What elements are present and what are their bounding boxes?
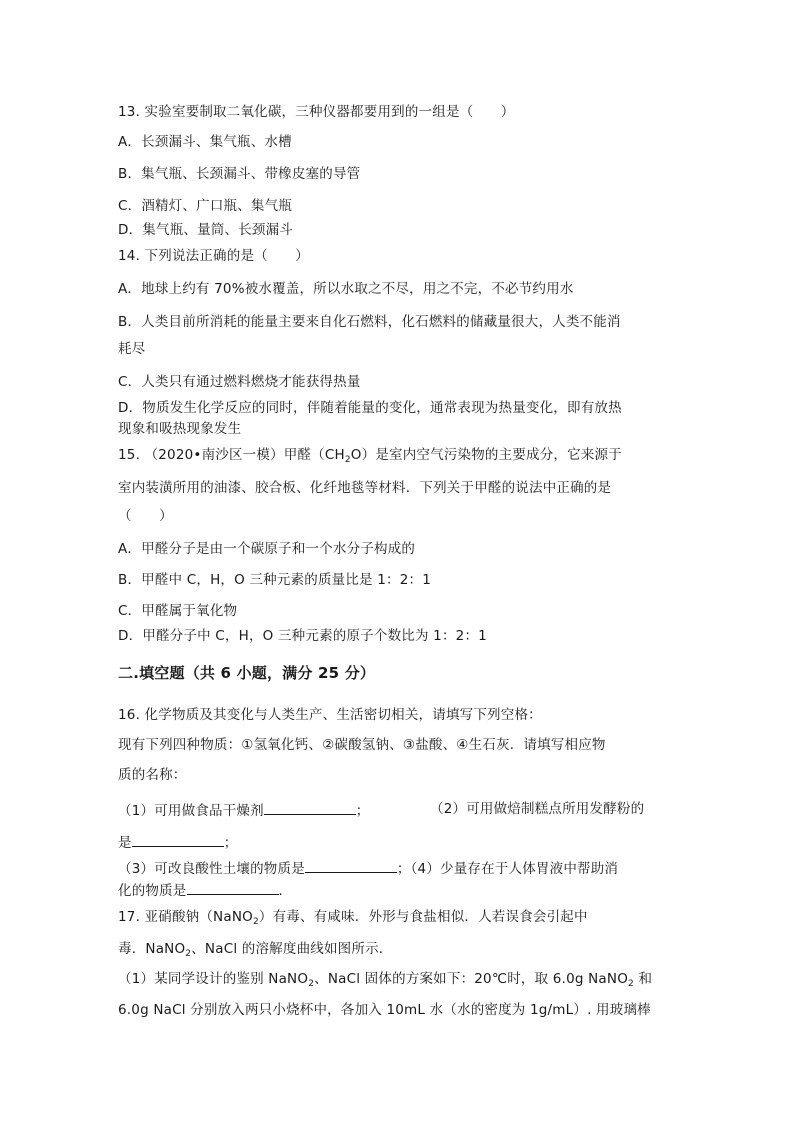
q15-option-b: B．甲醛中 C，H，O 三种元素的质量比是 1：2：1 [118,572,432,588]
q14-option-c: C．人类只有通过燃料燃烧才能获得热量 [118,374,361,390]
q17-part1-line1: （1）某同学设计的鉴别 NaNO$_2$、NaCl 固体的方案如下：20℃时，取 6.0g NaNO$_2$ 和 [118,971,653,989]
q15-stem-line2: 室内装潢所用的油漆、胶合板、化纤地毯等材料．下列关于甲醛的说法中正确的是 [118,480,612,496]
q13-option-a: A．长颈漏斗、集气瓶、水槽 [118,134,292,150]
q16-stem-line2: 现有下列四种物质：①氢氧化钙、②碳酸氢钠、③盐酸、④生石灰．请填写相应物 [118,737,606,753]
q16-stem-line3: 质的名称： [118,767,187,783]
q16-part1-label: （1）可用做食品干燥剂 [118,803,264,819]
q13-stem: 13. 实验室要制取二氧化碳，三种仪器都要用到的一组是（ ） [118,104,515,120]
q13-option-c: C．酒精灯、广口瓶、集气瓶 [118,198,293,214]
q16-answer-blank-3[interactable] [305,858,397,873]
q15-option-a: A．甲醛分子是由一个碳原子和一个水分子构成的 [118,541,416,557]
q14-option-b-line1: B．人类目前所消耗的能量主要来自化石燃料，化石燃料的储藏量很大，人类不能消 [118,314,621,330]
q16-answer-blank-4[interactable] [187,880,279,895]
q16-stem: 16. 化学物质及其变化与人类生产、生活密切相关，请填写下列空格： [118,707,542,723]
q13-option-d: D．集气瓶、量筒、长颈漏斗 [118,222,293,238]
q17-stem: 17. 亚硝酸钠（NaNO$_2$）有毒、有咸味．外形与食盐相似．人若误食会引起中 [118,909,588,927]
q16-part4-cont: 化的物质是 ． [118,880,292,900]
q16-answer-blank-2[interactable] [132,832,224,847]
q16-part2: （2）可用做焙制糕点所用发酵粉的 [430,801,645,817]
q15-stem: 15. （2020•南沙区一模）甲醛$(CH_2O)$是室内空气污染物的主要成分，它来源于 [118,447,622,465]
q16-part2-cont: 是 ； [118,832,237,852]
q17-part1-line2: 6.0g NaCl 分别放入两只小烧杯中，各加入 10mL 水（水的密度为 1g/mL）. 用玻璃棒 [118,1002,651,1018]
q14-option-d-line2: 现象和吸热现象发生 [118,421,242,437]
q17-stem-line2: 毒．NaNO$_2$、NaCl 的溶解度曲线如图所示． [118,941,393,959]
q14-option-d-line1: D．物质发生化学反应的同时，伴随着能量的变化，通常表现为热量变化，即有放热 [118,400,622,416]
q14-option-b-line2: 耗尽 [118,341,146,357]
q13-option-b: B．集气瓶、长颈漏斗、带橡皮塞的导管 [118,166,361,182]
q14-option-a: A．地球上约有 70%被水覆盖，所以水取之不尽，用之不完，不必节约用水 [118,281,574,297]
q14-stem: 14. 下列说法正确的是（ ） [118,248,309,264]
q15-option-d: D．甲醛分子中 C，H，O 三种元素的原子个数比为 1：2：1 [118,628,487,644]
section-title-fill-in: 二.填空题（共 6 小题，满分 25 分） [118,664,376,682]
q16-answer-blank-1[interactable] [264,800,356,815]
q16-part1: （1）可用做食品干燥剂 ； [118,800,370,820]
q16-part3-4: （3）可改良酸性土壤的物质是 ；（4）少量存在于人体胃液中帮助消 [118,858,618,878]
q15-option-c: C．甲醛属于氧化物 [118,603,238,619]
q15-stem-line3: （ ） [118,508,173,524]
